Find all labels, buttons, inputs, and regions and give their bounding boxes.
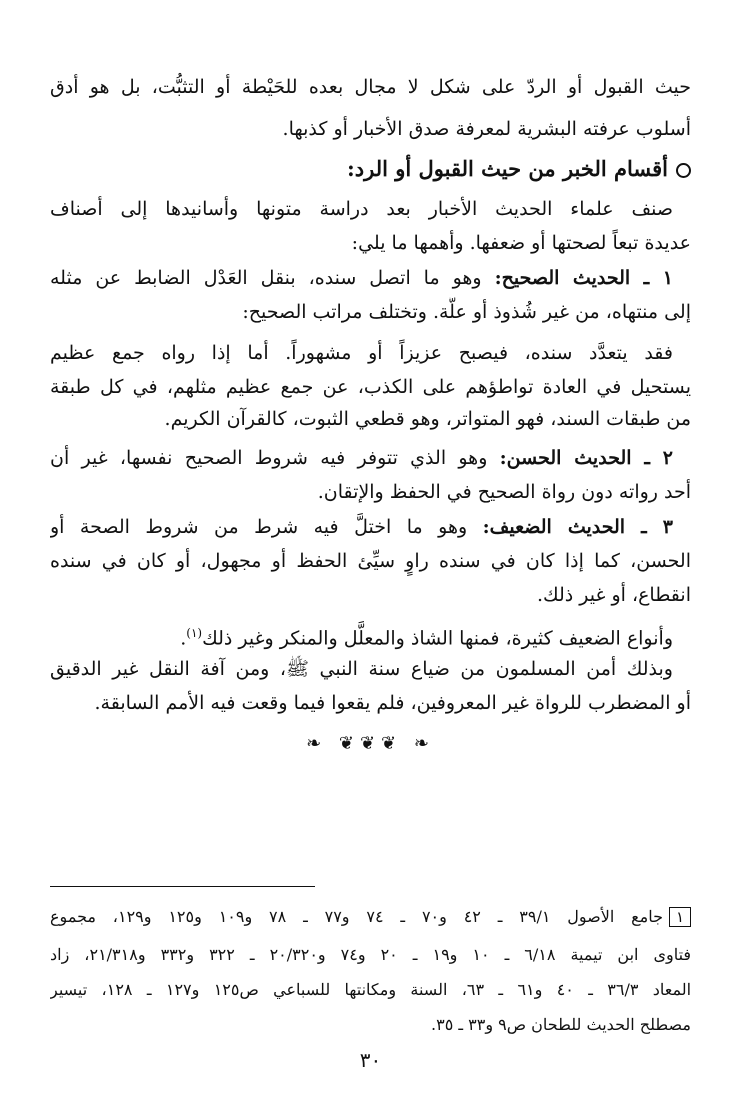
item-1-line-1 xyxy=(50,263,691,293)
section-heading-text: أقسام الخبر من حيث القبول أو الرد: xyxy=(347,156,668,181)
footnote-line-3: المعاد ٣٦/٣ ـ ٤٠ و٦١ ـ ٦٣، السنة ومكانتها للسباعي ص١٢٥ و١٢٧ ـ ١٢٨، تيسير xyxy=(50,980,691,999)
item-2-line-1 xyxy=(50,443,691,473)
footnote-line-2: فتاوى ابن تيمية ٦/١٨ ـ ١٠ و١٩ ـ ٢٠ و٧٤ و٢٠/٣٢٠ ـ ٣٢٢ و٣٣٢ و٢١/٣١٨، زاد xyxy=(50,945,691,964)
intro-line-2: أسلوب عرفته البشرية لمعرفة صدق الأخبار أو كذبها. xyxy=(282,118,691,140)
section-heading xyxy=(50,154,691,184)
footnote-line-4: مصطلح الحديث للطحان ص٩ و٣٣ ـ ٣٥. xyxy=(431,1015,691,1034)
item-2-text: وهو الذي تتوفر فيه شروط الصحيح نفسها، غير أن xyxy=(50,447,488,469)
footnote-separator xyxy=(50,886,315,887)
section-intro-line-2: عديدة تبعاً لصحتها أو ضعفها. وأهمها ما يلي: xyxy=(351,232,691,254)
item-3-title: ٣ ـ الحديث الضعيف: xyxy=(482,516,673,538)
weak-types-end: . xyxy=(180,627,187,650)
footnote-number: ١ xyxy=(669,907,691,927)
item-3-line-2: الحسن، كما إذا كان في سنده راوٍ سيِّئ الحفظ أو مجهول، أو كان في سنده xyxy=(50,550,691,572)
mutawatir-line-1: فقد يتعدَّد سنده، فيصبح عزيزاً أو مشهوراً. أما إذا رواه جمع عظيم xyxy=(50,342,673,364)
item-1-text: وهو ما اتصل سنده، بنقل العَدْل الضابط عن مثله xyxy=(50,267,482,289)
weak-types-text: وأنواع الضعيف كثيرة، فمنها الشاذ والمعلَّل والمنكر وغير ذلك xyxy=(202,627,673,650)
intro-line-1: حيث القبول أو الردّ على شكل لا مجال بعده للحَيْطة أو التثبُّت، بل هو أدق xyxy=(50,76,691,98)
item-3-line-1 xyxy=(50,512,691,542)
footnote-text-1: جامع الأصول ٣٩/١ ـ ٤٢ و٧٠ ـ ٧٤ و٧٧ ـ ٧٨ و١٠٩ و١٢٥ و١٢٩، مجموع xyxy=(50,907,664,926)
conclusion-line-2: أو المضطرب للرواة غير المعروفين، فلم يقعوا فيما وقعت فيه الأمم السابقة. xyxy=(94,692,691,714)
section-intro-line-1: صنف علماء الحديث الأخبار بعد دراسة متونها وأسانيدها إلى أصناف xyxy=(50,198,673,220)
item-2-line-2: أحد رواته دون رواة الصحيح في الحفظ والإتقان. xyxy=(317,481,691,503)
ornament-divider-icon: ❧ ❦❦❦ ❧ xyxy=(306,733,435,754)
item-3-text: وهو ما اختلَّ فيه شرط من شروط الصحة أو xyxy=(50,516,468,538)
footnote-reference[interactable]: (١) xyxy=(186,626,203,640)
conclusion-line-1: وبذلك أمن المسلمون من ضياع سنة النبي ﷺ، ومن آفة النقل غير الدقيق xyxy=(50,658,673,680)
item-3-line-3: انقطاع، أو غير ذلك. xyxy=(536,584,691,606)
mutawatir-line-3: من طبقات السند، فهو المتواتر، وهو قطعي الثبوت، كالقرآن الكريم. xyxy=(164,408,691,430)
item-1-title: ١ ـ الحديث الصحيح: xyxy=(494,267,673,289)
mutawatir-line-2: يستحيل في العادة تواطؤهم على الكذب، عن جمع عظيم مثلهم، في كل طبقة xyxy=(50,376,691,398)
page xyxy=(50,0,691,1107)
circle-bullet-icon xyxy=(676,163,691,178)
page-number: ٣٠ xyxy=(359,1048,382,1072)
item-2-title: ٢ ـ الحديث الحسن: xyxy=(499,447,674,469)
weak-types-line xyxy=(50,618,691,653)
item-1-line-2: إلى منتهاه، من غير شُذوذ أو علَّة. وتختلف مراتب الصحيح: xyxy=(242,301,691,323)
footnote-line-1 xyxy=(50,903,691,931)
